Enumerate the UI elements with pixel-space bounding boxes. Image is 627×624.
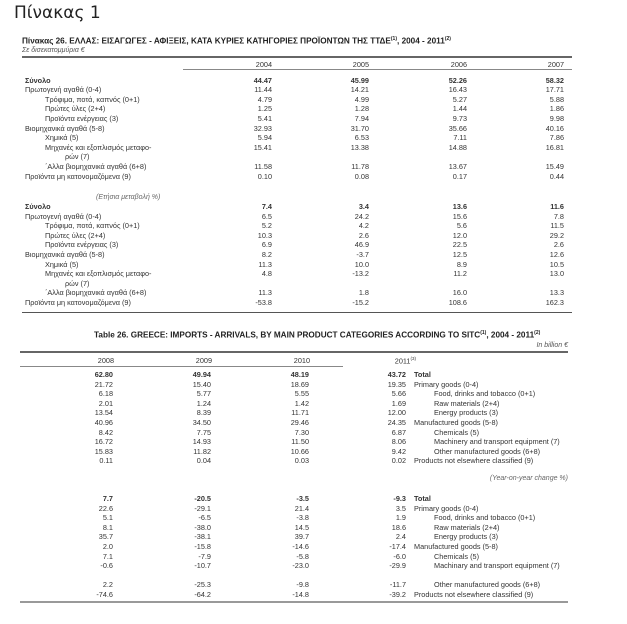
table-row <box>0 250 627 260</box>
cell-value: 2.2 <box>102 580 113 590</box>
cell-value: 13.54 <box>94 408 113 418</box>
cell-value: 11.3 <box>258 259 272 269</box>
table-row <box>0 456 627 466</box>
cell-value: 10.5 <box>549 259 564 269</box>
english-table-bottom-rule <box>20 601 568 603</box>
cell-value: 10.3 <box>257 230 272 240</box>
cell-value: -9.3 <box>393 494 406 503</box>
row-label: Total <box>414 494 431 503</box>
cell-value: 48.19 <box>290 370 309 379</box>
table-row <box>0 389 627 399</box>
cell-value: -14.6 <box>292 542 309 551</box>
greek-table-unit: Σε δισεκατομμύρια € <box>22 47 85 54</box>
cell-value: 7.4 <box>261 202 272 211</box>
cell-value: 7.1 <box>102 551 113 561</box>
cell-value: 10.0 <box>354 259 369 269</box>
cell-value: 11.2 <box>453 269 467 279</box>
cell-value: 0.10 <box>257 171 272 181</box>
cell-value: 21.72 <box>94 379 113 389</box>
row-label: Food, drinks and tobacco (0+1) <box>434 389 536 399</box>
cell-value: -0.6 <box>100 561 113 571</box>
row-label: Energy products (3) <box>434 532 499 542</box>
table-row <box>0 85 627 95</box>
cell-value: 3.4 <box>358 202 369 211</box>
cell-value: 6.53 <box>354 133 369 143</box>
cell-value: 5.41 <box>257 113 272 123</box>
cell-value: 19.35 <box>387 379 406 389</box>
row-label: Products not elsewhere classified (9) <box>414 590 534 599</box>
cell-value: 1.69 <box>391 398 406 408</box>
table-row <box>0 542 627 552</box>
table-row <box>0 95 627 105</box>
cell-value: -38.1 <box>194 532 211 542</box>
row-label: Food, drinks and tobacco (0+1) <box>434 513 536 523</box>
table-row <box>0 202 627 212</box>
cell-value: 4.99 <box>354 94 369 104</box>
cell-value: 52.26 <box>448 75 467 85</box>
row-label: ΄Αλλα βιομηχανικά αγαθά (6+8) <box>45 288 147 298</box>
greek-table-title-text: Πίνακας 26. ΕΛΛΑΣ: ΕΙΣΑΓΩΓΕΣ - ΑΦΙΞΕΙΣ, ΚΑΤΑ ΚΥΡΙΕΣ ΚΑΤΗΓΟΡΙΕΣ ΠΡΟΪΟΝΤΩΝ ΤΗΣ ΤΤΔΕ <box>22 36 391 46</box>
greek-year-header-0: 2004 <box>255 60 272 69</box>
cell-value: 22.5 <box>452 240 467 250</box>
row-label: Chemicals (5) <box>434 551 480 561</box>
cell-value: 0.08 <box>354 171 369 181</box>
cell-value: 18.6 <box>391 522 406 532</box>
cell-value: 16.81 <box>545 142 564 152</box>
cell-value: 10.66 <box>290 446 309 456</box>
cell-value: 13.0 <box>549 269 564 279</box>
cell-value: 40.16 <box>545 123 564 133</box>
cell-value: -15.8 <box>194 542 211 551</box>
cell-value: 8.9 <box>456 259 467 269</box>
row-label: Μηχανές και εξοπλισμός μεταφο- <box>45 269 152 279</box>
row-label: Primary goods (0-4) <box>414 379 479 389</box>
cell-value: 15.49 <box>545 161 564 171</box>
cell-value: -9.8 <box>296 580 309 590</box>
cell-value: 108.6 <box>448 298 467 307</box>
cell-value: 11.78 <box>351 161 369 171</box>
row-label: Βιομηχανικά αγαθά (5-8) <box>25 250 105 259</box>
english-table-title <box>94 330 540 340</box>
cell-value: 17.71 <box>545 85 564 95</box>
cell-value: 11.6 <box>550 202 564 211</box>
english-year-header-2: 2010 <box>293 356 310 365</box>
table-row <box>0 104 627 114</box>
row-label: Products not elsewhere classified (9) <box>414 456 534 466</box>
cell-value: 8.39 <box>196 408 211 418</box>
cell-value: -6.5 <box>198 513 211 523</box>
row-label: Other manufactured goods (6+8) <box>434 446 541 456</box>
cell-value: 0.03 <box>294 456 309 466</box>
cell-value: -29.9 <box>389 561 406 571</box>
cell-value: -14.8 <box>292 590 309 599</box>
greek-table-top-rule <box>22 56 572 58</box>
english-year-header-1: 2009 <box>195 356 212 365</box>
cell-value: 0.11 <box>99 456 113 466</box>
table-row <box>0 561 627 571</box>
cell-value: 14.21 <box>350 85 369 95</box>
table-row <box>0 590 627 600</box>
cell-value: 15.40 <box>192 379 211 389</box>
english-table-unit: In billion € <box>536 342 568 349</box>
cell-value: 5.94 <box>257 133 272 143</box>
cell-value: 8.1 <box>102 522 113 532</box>
table-row <box>0 114 627 124</box>
row-label: Chemicals (5) <box>434 427 480 437</box>
greek-table-title <box>22 36 451 46</box>
cell-value: 14.5 <box>294 522 309 532</box>
row-label: Manufactured goods (5-8) <box>414 542 498 551</box>
table-row <box>0 162 627 172</box>
table-row <box>0 437 627 447</box>
english-header-rule <box>20 366 343 367</box>
table-row <box>0 298 627 308</box>
cell-value: 0.02 <box>391 456 406 466</box>
cell-value: 34.50 <box>192 418 211 427</box>
row-label: Προϊόντα μη κατονομαζόμενα (9) <box>25 298 131 307</box>
cell-value: 16.72 <box>94 437 113 447</box>
cell-value: 1.44 <box>452 104 467 114</box>
cell-value: 2.4 <box>395 532 406 542</box>
cell-value: 40.96 <box>94 418 113 427</box>
cell-value: 4.8 <box>261 269 272 279</box>
cell-value: 7.30 <box>294 427 309 437</box>
cell-value: 1.9 <box>395 513 406 523</box>
cell-value: 58.32 <box>545 75 564 85</box>
greek-year-header-2: 2006 <box>450 60 467 69</box>
cell-value: 4.2 <box>358 221 369 231</box>
cell-value: 0.04 <box>196 456 211 466</box>
cell-value: 7.75 <box>196 427 211 437</box>
row-label: Πρώτες ύλες (2+4) <box>45 230 106 240</box>
table-row <box>0 260 627 270</box>
cell-value: 6.5 <box>261 211 272 221</box>
english-table-title-text: Table 26. GREECE: IMPORTS - ARRIVALS, BY MAIN PRODUCT CATEGORIES ACCORDING TO SITC <box>94 330 481 340</box>
table-row <box>0 447 627 457</box>
cell-value: -38.0 <box>194 522 211 532</box>
cell-value: -20.5 <box>194 494 211 503</box>
cell-value: 5.77 <box>196 389 211 399</box>
cell-value: 7.11 <box>453 133 467 143</box>
cell-value: 1.42 <box>294 398 309 408</box>
row-label: Βιομηχανικά αγαθά (5-8) <box>25 123 105 133</box>
greek-year-header-3: 2007 <box>547 60 564 69</box>
table-row <box>0 504 627 514</box>
row-label: Other manufactured goods (6+8) <box>434 580 541 590</box>
cell-value: 32.93 <box>253 123 272 133</box>
cell-value: 0.44 <box>549 171 564 181</box>
cell-value: 7.8 <box>553 211 564 221</box>
cell-value: 5.6 <box>456 221 467 231</box>
cell-value: 1.86 <box>549 104 564 114</box>
row-label: Total <box>414 370 431 379</box>
cell-value: 5.27 <box>452 94 467 104</box>
row-label: Πρωτογενή αγαθά (0-4) <box>25 85 102 95</box>
cell-value: 15.41 <box>253 142 272 152</box>
english-table-title-footnote-2: (2) <box>534 330 541 336</box>
cell-value: 12.0 <box>452 230 467 240</box>
greek-header-rule <box>183 69 572 70</box>
english-table-top-rule <box>20 351 568 353</box>
table-row <box>0 408 627 418</box>
english-change-note: (Year-on-year change %) <box>489 475 568 482</box>
table-row <box>0 133 627 143</box>
cell-value: 62.80 <box>94 370 113 379</box>
table-row <box>0 221 627 231</box>
cell-value: 8.2 <box>261 250 272 259</box>
cell-value: 6.87 <box>391 427 406 437</box>
cell-value: 29.2 <box>549 230 564 240</box>
cell-value: 13.3 <box>549 288 564 298</box>
table-row <box>0 513 627 523</box>
row-label: Χημικά (5) <box>45 133 79 143</box>
cell-value: 16.43 <box>448 85 467 95</box>
table-row <box>0 124 627 134</box>
cell-value: 1.25 <box>257 104 272 114</box>
cell-value: 12.5 <box>452 250 467 259</box>
cell-value: 44.47 <box>253 75 272 85</box>
table-row <box>0 231 627 241</box>
cell-value: 1.24 <box>196 398 211 408</box>
cell-value: 49.94 <box>192 370 211 379</box>
cell-value: 11.3 <box>258 288 272 298</box>
row-label: Raw materials (2+4) <box>434 522 500 532</box>
cell-value: 11.58 <box>254 161 272 171</box>
row-label: Σύνολο <box>25 202 51 211</box>
row-label: Χημικά (5) <box>45 259 79 269</box>
table-row <box>0 418 627 428</box>
cell-value: 24.35 <box>387 418 406 427</box>
cell-value: 5.2 <box>261 221 272 231</box>
cell-value: 16.0 <box>452 288 467 298</box>
cell-value: 5.88 <box>549 94 564 104</box>
greek-year-header-1: 2005 <box>352 60 369 69</box>
cell-value: 11.44 <box>254 85 272 95</box>
row-label: Primary goods (0-4) <box>414 503 479 513</box>
cell-value: 7.94 <box>354 113 369 123</box>
cell-value: 13.38 <box>350 142 369 152</box>
table-row <box>0 380 627 390</box>
cell-value: -13.2 <box>352 269 369 279</box>
row-label: Τρόφιμα, ποτά, καπνός (0+1) <box>45 94 140 104</box>
english-table-title-years: , 2004 - 2011 <box>486 330 535 340</box>
row-label: Σύνολο <box>25 75 51 85</box>
row-label: Machinary and transport equipment (7) <box>434 561 560 571</box>
cell-value: 13.6 <box>452 202 467 211</box>
cell-value: -11.7 <box>389 580 406 590</box>
row-label: ΄Αλλα βιομηχανικά αγαθά (6+8) <box>45 161 147 171</box>
cell-value: 6.18 <box>98 389 113 399</box>
cell-value: -15.2 <box>352 298 369 307</box>
cell-value: -29.1 <box>194 503 211 513</box>
cell-value: 9.73 <box>452 113 467 123</box>
english-year-header-3-text: 2011 <box>394 356 411 366</box>
cell-value: 4.79 <box>257 94 272 104</box>
greek-table-title-footnote-1: (1) <box>390 36 398 42</box>
cell-value: -25.3 <box>194 580 211 590</box>
table-row <box>0 279 627 289</box>
table-row <box>0 532 627 542</box>
row-label: Μηχανές και εξοπλισμός μεταφο- <box>45 142 152 152</box>
greek-table-title-footnote-2: (2) <box>444 36 451 42</box>
english-year-header-3 <box>356 356 416 365</box>
cell-value: 12.00 <box>387 408 406 418</box>
table-row <box>0 580 627 590</box>
cell-value: -3.8 <box>296 513 309 523</box>
table-row <box>0 494 627 504</box>
table-row <box>0 399 627 409</box>
cell-value: 14.88 <box>448 142 467 152</box>
table-row <box>0 152 627 162</box>
cell-value: -17.4 <box>389 542 406 551</box>
cell-value: 35.7 <box>98 532 113 542</box>
table-row <box>0 523 627 533</box>
cell-value: 15.6 <box>452 211 467 221</box>
cell-value: 12.6 <box>549 250 564 259</box>
cell-value: 2.0 <box>102 542 113 551</box>
cell-value: 3.5 <box>395 503 406 513</box>
cell-value: -53.8 <box>255 298 272 307</box>
cell-value: -64.2 <box>194 590 211 599</box>
greek-table-title-years: , 2004 - 2011 <box>397 36 445 46</box>
cell-value: 21.4 <box>294 503 309 513</box>
cell-value: 1.8 <box>358 288 369 298</box>
cell-value: 18.69 <box>290 379 309 389</box>
cell-value: 5.66 <box>391 389 406 399</box>
cell-value: 7.86 <box>549 133 564 143</box>
english-year-header-0: 2008 <box>97 356 114 365</box>
english-year-header-3-footnote: (3) <box>410 356 416 361</box>
cell-value: 11.5 <box>550 221 564 231</box>
cell-value: 1.28 <box>354 104 369 114</box>
cell-value: 15.83 <box>94 446 113 456</box>
row-label: ρών (7) <box>65 278 90 288</box>
cell-value: -23.0 <box>292 561 309 571</box>
row-label: Τρόφιμα, ποτά, καπνός (0+1) <box>45 221 140 231</box>
cell-value: -3.5 <box>296 494 309 503</box>
cell-value: -39.2 <box>389 590 406 599</box>
row-label: Machinery and transport equipment (7) <box>434 437 560 447</box>
cell-value: 35.66 <box>448 123 467 133</box>
cell-value: 11.71 <box>291 408 309 418</box>
cell-value: 5.55 <box>294 389 309 399</box>
table-row <box>0 76 627 86</box>
table-row <box>0 240 627 250</box>
cell-value: 24.2 <box>354 211 369 221</box>
cell-value: 2.6 <box>358 230 369 240</box>
cell-value: 46.9 <box>354 240 369 250</box>
cell-value: 8.42 <box>98 427 113 437</box>
cell-value: 2.6 <box>553 240 564 250</box>
cell-value: -3.7 <box>356 250 369 259</box>
cell-value: -74.6 <box>96 590 113 599</box>
cell-value: 9.98 <box>549 113 564 123</box>
cell-value: 2.01 <box>98 398 113 408</box>
row-label: Προϊόντα μη κατονομαζόμενα (9) <box>25 171 131 181</box>
cell-value: 0.17 <box>452 171 467 181</box>
row-label: Προϊόντα ενέργειας (3) <box>45 240 119 250</box>
cell-value: 11.50 <box>291 437 309 447</box>
cell-value: 6.9 <box>261 240 272 250</box>
english-table-title-footnote-1: (1) <box>480 330 487 336</box>
table-row <box>0 370 627 380</box>
table-row <box>0 552 627 562</box>
table-row <box>0 212 627 222</box>
cell-value: 22.6 <box>98 503 113 513</box>
row-label: Πρωτογενή αγαθά (0-4) <box>25 211 102 221</box>
table-row <box>0 143 627 153</box>
cell-value: 8.06 <box>391 437 406 447</box>
cell-value: 14.93 <box>192 437 211 447</box>
cell-value: 13.67 <box>448 161 467 171</box>
cell-value: 5.1 <box>102 513 113 523</box>
table-row <box>0 269 627 279</box>
row-label: Προϊόντα ενέργειας (3) <box>45 113 119 123</box>
row-label: Manufactured goods (5-8) <box>414 418 498 427</box>
page-title: Πίνακας 1 <box>14 3 101 23</box>
cell-value: 9.42 <box>391 446 406 456</box>
cell-value: -10.7 <box>194 561 211 571</box>
table-row <box>0 172 627 182</box>
cell-value: -6.0 <box>393 551 406 561</box>
cell-value: 7.7 <box>102 494 113 503</box>
row-label: Πρώτες ύλες (2+4) <box>45 104 106 114</box>
table-row <box>0 428 627 438</box>
row-label: Energy products (3) <box>434 408 499 418</box>
cell-value: 43.72 <box>387 370 406 379</box>
cell-value: 31.70 <box>350 123 369 133</box>
row-label: Raw materials (2+4) <box>434 398 500 408</box>
greek-change-note: (Ετήσια μεταβολή %) <box>96 194 161 201</box>
cell-value: 45.99 <box>350 75 369 85</box>
row-label: ρών (7) <box>65 152 90 162</box>
cell-value: -7.9 <box>198 551 211 561</box>
cell-value: 162.3 <box>545 298 564 307</box>
cell-value: 29.46 <box>290 418 309 427</box>
greek-table-bottom-rule <box>22 312 572 313</box>
cell-value: -5.8 <box>296 551 309 561</box>
table-row <box>0 571 627 581</box>
cell-value: 11.82 <box>193 446 211 456</box>
table-row <box>0 288 627 298</box>
cell-value: 39.7 <box>294 532 309 542</box>
